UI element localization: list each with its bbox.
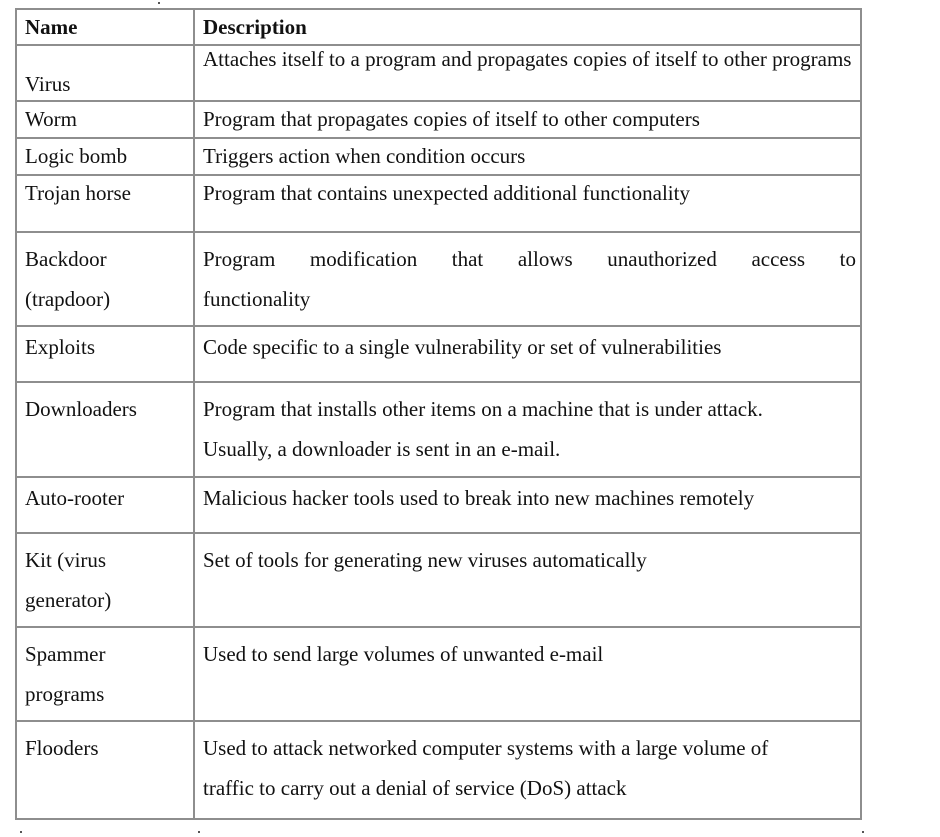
table-row bbox=[16, 232, 861, 326]
table-row bbox=[16, 138, 861, 175]
row-description: Code specific to a single vulnerability or set of vulnerabilities bbox=[194, 326, 861, 382]
row-name: Trojan horse bbox=[16, 175, 194, 232]
table-row bbox=[16, 326, 861, 382]
row-name: Downloaders bbox=[16, 382, 194, 477]
scan-mark bbox=[862, 831, 864, 833]
row-description-line: functionality bbox=[203, 287, 311, 311]
row-description: Program that contains unexpected additional functionality bbox=[194, 175, 861, 232]
header-description: Description bbox=[194, 9, 861, 45]
table-row bbox=[16, 45, 861, 101]
row-name bbox=[16, 232, 194, 326]
row-description-line: Program that installs other items on a machine that is under attack. bbox=[203, 397, 763, 421]
header-name: Name bbox=[16, 9, 194, 45]
table-row bbox=[16, 627, 861, 721]
row-description: Used to send large volumes of unwanted e-mail bbox=[194, 627, 861, 721]
row-description-line: Program modification that allows unauthorized access to bbox=[203, 247, 856, 271]
row-description: Attaches itself to a program and propagates copies of itself to other programs bbox=[194, 45, 861, 101]
row-name: Auto-rooter bbox=[16, 477, 194, 533]
row-name-word: (virus bbox=[57, 548, 107, 572]
row-name-line: programs bbox=[25, 682, 105, 706]
row-name: Logic bomb bbox=[16, 138, 194, 175]
row-name: Virus bbox=[16, 45, 194, 101]
scan-mark bbox=[198, 831, 200, 833]
row-name-line: Spammer bbox=[25, 642, 106, 666]
row-name-line: Backdoor bbox=[25, 247, 107, 271]
row-name: Flooders bbox=[16, 721, 194, 819]
row-description: Triggers action when condition occurs bbox=[194, 138, 861, 175]
row-name: Exploits bbox=[16, 326, 194, 382]
table-row bbox=[16, 101, 861, 138]
row-description-line: Usually, a downloader is sent in an e-mail. bbox=[203, 437, 561, 461]
row-name-line: (trapdoor) bbox=[25, 287, 111, 311]
row-description bbox=[194, 721, 861, 819]
table-row bbox=[16, 175, 861, 232]
row-name-line: generator) bbox=[25, 588, 112, 612]
row-description-line: traffic to carry out a denial of service (DoS) attack bbox=[203, 776, 627, 800]
table-row bbox=[16, 533, 861, 627]
scan-mark bbox=[20, 831, 22, 833]
row-name: Worm bbox=[16, 101, 194, 138]
row-name-line bbox=[25, 540, 189, 580]
table-header-row bbox=[16, 9, 861, 45]
table-row bbox=[16, 382, 861, 477]
table-row bbox=[16, 721, 861, 819]
row-description: Set of tools for generating new viruses automatically bbox=[194, 533, 861, 627]
row-name bbox=[16, 627, 194, 721]
malware-types-table bbox=[15, 8, 862, 820]
row-description: Program that propagates copies of itself to other computers bbox=[194, 101, 861, 138]
row-description bbox=[194, 232, 861, 326]
table-row bbox=[16, 477, 861, 533]
row-description-line: Used to attack networked computer systems with a large volume of bbox=[203, 736, 769, 760]
row-description bbox=[194, 382, 861, 477]
row-name bbox=[16, 533, 194, 627]
scan-mark bbox=[158, 2, 160, 4]
row-name-word: Kit bbox=[25, 548, 52, 572]
row-description: Malicious hacker tools used to break into new machines remotely bbox=[194, 477, 861, 533]
